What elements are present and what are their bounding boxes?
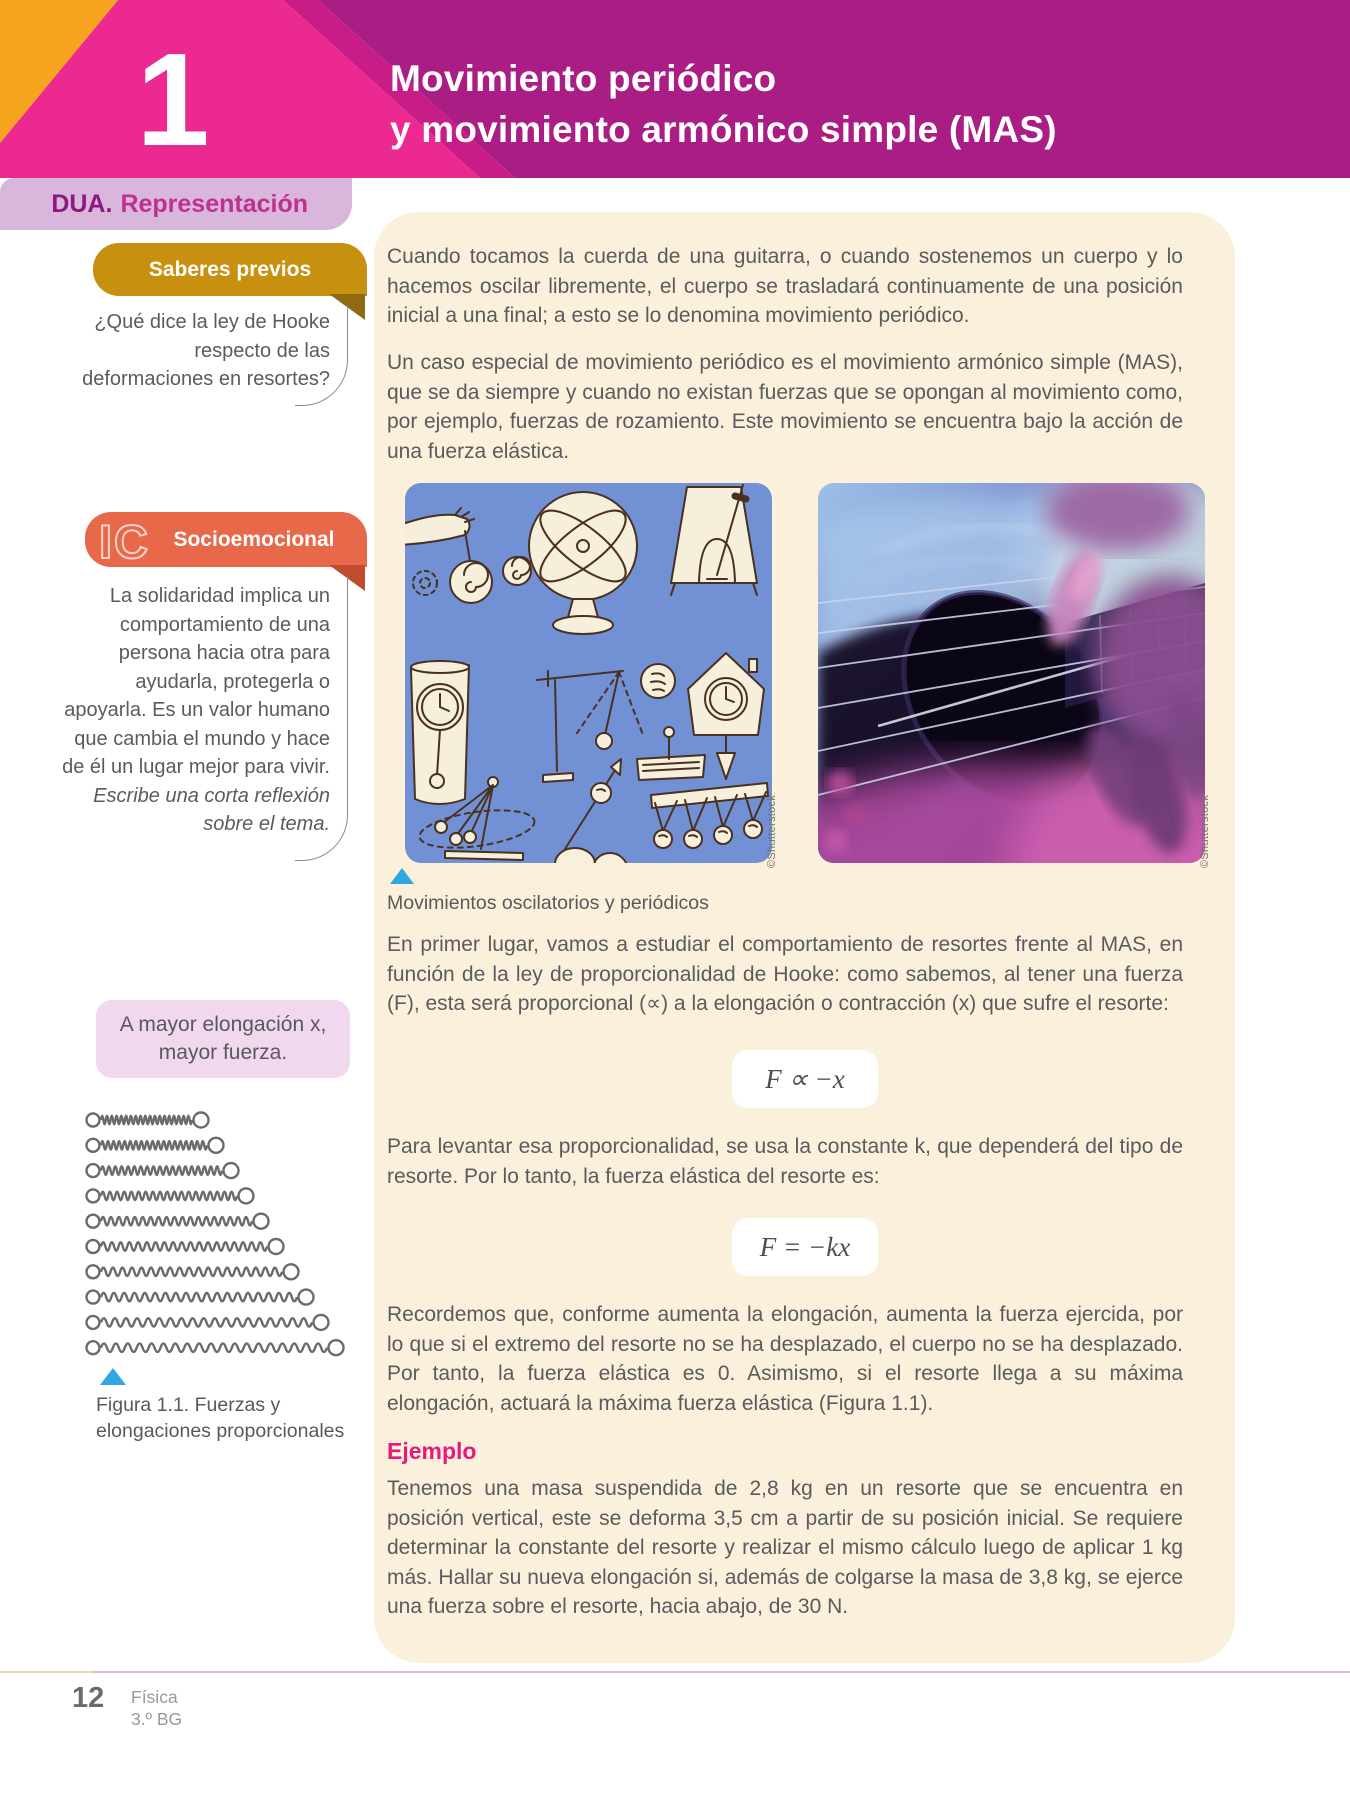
image-caption: Movimientos oscilatorios y periódicos [387, 892, 709, 914]
oscillation-doodles-art [405, 483, 772, 863]
content-panel [374, 212, 1235, 1663]
chapter-header [0, 0, 1350, 178]
highlight-box: A mayor elongación x, mayor fuerza. [96, 1000, 350, 1078]
paragraph-2: Un caso especial de movimiento periódico es el movimiento armónico simple (MAS), que se da siempre y cuando no existan fuerzas que se opongan al movimiento como, por ejemplo, fuerzas de rozamiento. Este movimiento se encuentra bajo la acción de una fuerza elástica. [387, 351, 1183, 463]
socioemocional-body: La solidaridad implica un comportamiento de una persona hacia otra para ayudarla, protegerla o apoyarla. Es un valor humano que cambia el mundo y hace de él un lugar mejor para vivir. [62, 585, 330, 778]
socioemocional-label: Socioemocional [173, 527, 335, 551]
chapter-number: 1 [136, 26, 210, 173]
page-number: 12 [72, 1682, 105, 1714]
saberes-question: ¿Qué dice la ley de Hooke respecto de las deformaciones en resortes? [82, 311, 330, 390]
paragraph-1: Cuando tocamos la cuerda de una guitarra, o cuando sostenemos un cuerpo y lo hacemos oscilar libremente, el cuerpo se trasladará continuamente de una posición inicial a una final; a esto se lo denomina movimiento periódico. [387, 245, 1183, 327]
shutterstock-credit-guitar: ©Shutterstock [1199, 794, 1211, 868]
dua-badge [0, 178, 352, 230]
image-caption-triangle-icon [390, 868, 414, 884]
footer-divider-accent [0, 1671, 93, 1673]
saberes-previos-label: Saberes previos [148, 257, 312, 281]
socioemocional-text [60, 582, 330, 839]
example-body: Tenemos una masa suspendida de 2,8 kg en un resorte que se encuentra en posición vertical, este se deforma 3,5 cm a partir de su posición inicial. Se requiere determinar la constante del resorte y realizar el mismo cálculo luego de aplicar 1 kg más. Hallar su nueva elongación si, además de colgarse la masa de 3,8 kg, se ejerce una fuerza sobre el resorte, hacia abajo, de 30 N. [387, 1477, 1183, 1618]
springs-svg [84, 1108, 369, 1376]
example-heading: Ejemplo [387, 1438, 477, 1464]
paragraph-3: En primer lugar, vamos a estudiar el comportamiento de resortes frente al MAS, en función de la ley de proporcionalidad de Hooke: como sabemos, al tener una fuerza (F), esta será proporcional (∝) a la elongación o contracción (x) que sufre el resorte: [387, 933, 1183, 1015]
footer-subject: Física 3.º BG [131, 1687, 183, 1729]
guitar-photo-art [818, 483, 1205, 863]
figure-caption-triangle-icon [100, 1368, 126, 1385]
socioemocional-cta: Escribe una corta reflexión sobre el tema. [93, 784, 330, 835]
figure-caption: Figura 1.1. Fuerzas y elongaciones proporcionales [96, 1394, 345, 1442]
paragraph-5: Recordemos que, conforme aumenta la elongación, aumenta la fuerza ejercida, por lo que si el extremo del resorte no se ha desplazado, el cuerpo no se ha desplazado. Por tanto, la fuerza elástica es 0. Asimismo, si el resorte llega a su máxima elongación, actuará la máxima fuerza elástica (Figura 1.1). [387, 1303, 1183, 1415]
paragraph-4: Para levantar esa proporcionalidad, se usa la constante k, que dependerá del tipo de resorte. Por lo tanto, la fuerza elástica del resorte es: [387, 1135, 1183, 1188]
saberes-previos-badge [93, 243, 367, 296]
dua-label: DUA. [51, 189, 113, 218]
chapter-title [390, 53, 1057, 155]
socioemocional-badge [85, 512, 367, 567]
shutterstock-credit-doodle: ©Shutterstock [766, 794, 778, 868]
footer-divider [0, 1671, 1350, 1673]
chapter-title-line1: Movimiento periódico [390, 58, 777, 99]
dua-sublabel: Representación [120, 189, 308, 218]
ic-logo-icon: IC [99, 515, 150, 568]
formula-proportionality: F ∝ −x [732, 1050, 878, 1108]
guitar-photo-image [818, 483, 1205, 863]
formula-hooke-law: F = −kx [732, 1218, 878, 1276]
chapter-title-line2: y movimiento armónico simple (MAS) [390, 109, 1057, 150]
oscillation-doodles-image [405, 483, 772, 863]
